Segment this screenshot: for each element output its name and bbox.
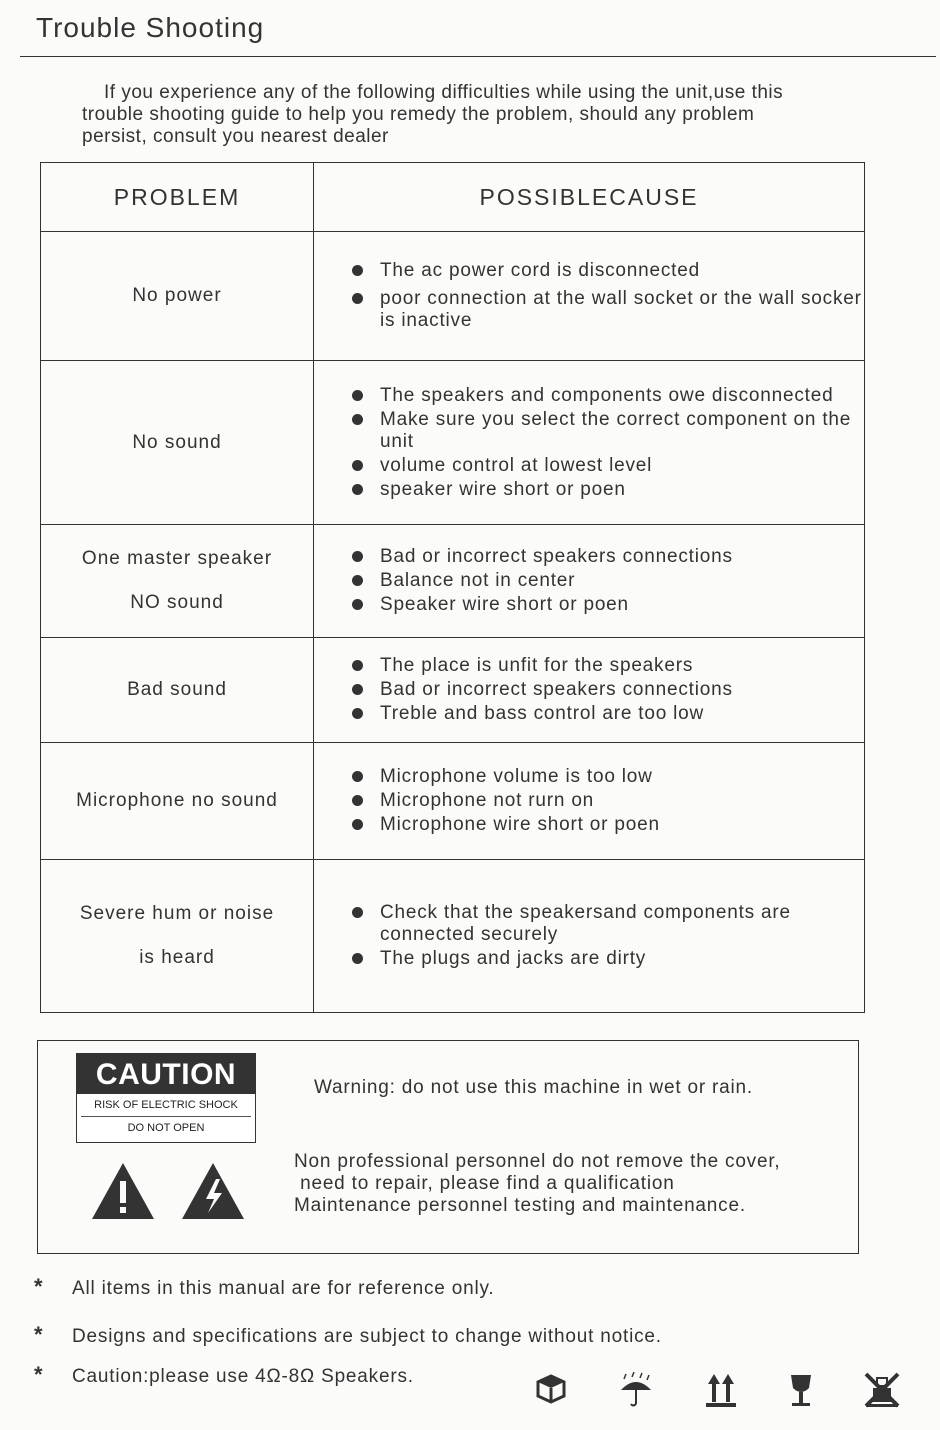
asterisk-icon: *: [34, 1274, 44, 1299]
problem-cell: [41, 525, 314, 638]
problem-text: No sound: [132, 431, 222, 453]
cause-item: [352, 479, 864, 501]
cause-text: The ac power cord is disconnected: [380, 260, 700, 281]
bullet-icon: [352, 907, 363, 918]
table-row: [41, 232, 865, 361]
cause-cell: [314, 361, 865, 525]
cause-list: [352, 546, 864, 616]
cause-cell: [314, 525, 865, 638]
this-way-up-icon: [704, 1372, 738, 1408]
cause-item: [352, 814, 864, 836]
warning-line: need to repair, please find a qualification: [294, 1173, 675, 1194]
troubleshooting-table: [40, 162, 865, 1013]
cause-text: The plugs and jacks are dirty: [380, 948, 647, 969]
cause-list: [352, 766, 864, 836]
problem-text: is heard: [139, 947, 215, 968]
bullet-icon: [352, 708, 363, 719]
note-item: [34, 1362, 414, 1388]
cause-text: Treble and bass control are too low: [380, 703, 705, 724]
cause-text: Make sure you select the correct component on the unit: [380, 408, 852, 452]
package-handling-icon: [534, 1372, 568, 1408]
caution-risk-text: RISK OF ELECTRIC SHOCK: [81, 1094, 251, 1117]
cause-text: poor connection at the wall socket or the wall socker is inactive: [380, 288, 862, 331]
table-row: [41, 525, 865, 638]
cause-item: [352, 409, 864, 453]
table-row: [41, 860, 865, 1013]
intro-line: persist, consult you nearest dealer: [82, 126, 389, 147]
caution-box: [37, 1040, 859, 1254]
bullet-icon: [352, 771, 363, 782]
bullet-icon: [352, 795, 363, 806]
bullet-icon: [352, 953, 363, 964]
bullet-icon: [352, 819, 363, 830]
cause-item: [352, 546, 864, 568]
do-not-stack-icon: [864, 1372, 900, 1408]
page-title: Trouble Shooting: [36, 12, 265, 43]
cause-text: Microphone wire short or poen: [380, 814, 660, 835]
note-text: All items in this manual are for reference only.: [72, 1278, 495, 1299]
cause-text: Microphone not rurn on: [380, 790, 595, 811]
cause-text: The speakers and components owe disconnected: [380, 384, 834, 406]
table-row: [41, 638, 865, 743]
cause-item: [352, 655, 864, 677]
bullet-icon: [352, 390, 363, 401]
problem-cell: [41, 860, 314, 1013]
problem-text: One master speaker: [81, 548, 273, 569]
cause-item: [352, 703, 864, 725]
cause-item: [352, 385, 864, 407]
cause-text: Bad or incorrect speakers connections: [380, 679, 733, 700]
cause-item: [352, 570, 864, 592]
cause-list: [352, 385, 864, 501]
bullet-icon: [352, 484, 363, 495]
table-row: [41, 743, 865, 860]
cause-text: volume control at lowest level: [380, 454, 653, 476]
cause-list: [352, 655, 864, 725]
problem-text: No power: [132, 285, 222, 306]
cause-item: [352, 766, 864, 788]
problem-cell: [41, 743, 314, 860]
bullet-icon: [352, 460, 363, 471]
problem-text: Severe hum or noise: [79, 903, 275, 924]
caution-do-not-open-text: DO NOT OPEN: [127, 1122, 205, 1134]
cause-text: Balance not in center: [380, 570, 576, 591]
warning-line: Non professional personnel do not remove the cover,: [294, 1151, 781, 1172]
cause-item: [352, 679, 864, 701]
bullet-icon: [352, 575, 363, 586]
lightning-triangle-icon: [180, 1161, 246, 1221]
exclamation-triangle-icon: [90, 1161, 156, 1221]
problem-text: Microphone no sound: [76, 790, 278, 811]
bullet-icon: [352, 551, 363, 562]
bullet-icon: [352, 660, 363, 671]
bullet-icon: [352, 414, 363, 425]
intro-paragraph: [82, 82, 862, 148]
cause-text: Bad or incorrect speakers connections: [380, 546, 733, 567]
bullet-icon: [352, 599, 363, 610]
bullet-icon: [352, 293, 363, 304]
cause-cell: [314, 232, 865, 361]
header-problem: PROBLEM: [41, 163, 314, 232]
note-text: Designs and specifications are subject to change without notice.: [72, 1326, 662, 1347]
cause-cell: [314, 743, 865, 860]
warning-service-text: [294, 1151, 834, 1217]
intro-line: If you experience any of the following difficulties while using the unit,use this: [104, 82, 784, 103]
cause-item: [352, 594, 864, 616]
asterisk-icon: *: [34, 1362, 44, 1387]
bullet-icon: [352, 265, 363, 276]
problem-cell: [41, 638, 314, 743]
cause-cell: [314, 860, 865, 1013]
cause-item: [352, 455, 864, 477]
title-divider: [20, 56, 936, 57]
cause-text: Microphone volume is too low: [380, 766, 653, 787]
note-item: [34, 1322, 662, 1348]
intro-line: trouble shooting guide to help you remedy the problem, should any problem: [82, 104, 755, 125]
bullet-icon: [352, 684, 363, 695]
table-row: [41, 361, 865, 525]
cause-cell: [314, 638, 865, 743]
note-text: Caution:please use 4Ω-8Ω Speakers.: [72, 1366, 414, 1387]
header-possible-cause: POSSIBLECAUSE: [314, 163, 865, 232]
caution-label: [76, 1053, 256, 1143]
cause-text: Check that the speakersand components are connected securely: [380, 902, 791, 945]
cause-text: The place is unfit for the speakers: [380, 655, 694, 676]
cause-item: [352, 288, 864, 332]
keep-dry-umbrella-icon: [618, 1372, 654, 1408]
cause-text: Speaker wire short or poen: [380, 594, 629, 615]
caution-heading: CAUTION: [77, 1054, 255, 1094]
cause-item: [352, 790, 864, 812]
cause-list: [352, 260, 864, 332]
asterisk-icon: *: [34, 1322, 44, 1347]
cause-list: [352, 902, 864, 970]
problem-cell: [41, 232, 314, 361]
problem-text: Bad sound: [127, 679, 227, 700]
warning-line: Maintenance personnel testing and maintenance.: [294, 1195, 746, 1216]
problem-cell: [41, 361, 314, 525]
cause-item: [352, 902, 864, 946]
cause-item: [352, 260, 864, 282]
cause-text: speaker wire short or poen: [380, 478, 626, 500]
fragile-glass-icon: [786, 1372, 816, 1408]
problem-text: NO sound: [130, 592, 224, 613]
warning-wet-text: Warning: do not use this machine in wet or rain.: [314, 1077, 754, 1098]
cause-item: [352, 948, 864, 970]
note-item: [34, 1274, 494, 1300]
